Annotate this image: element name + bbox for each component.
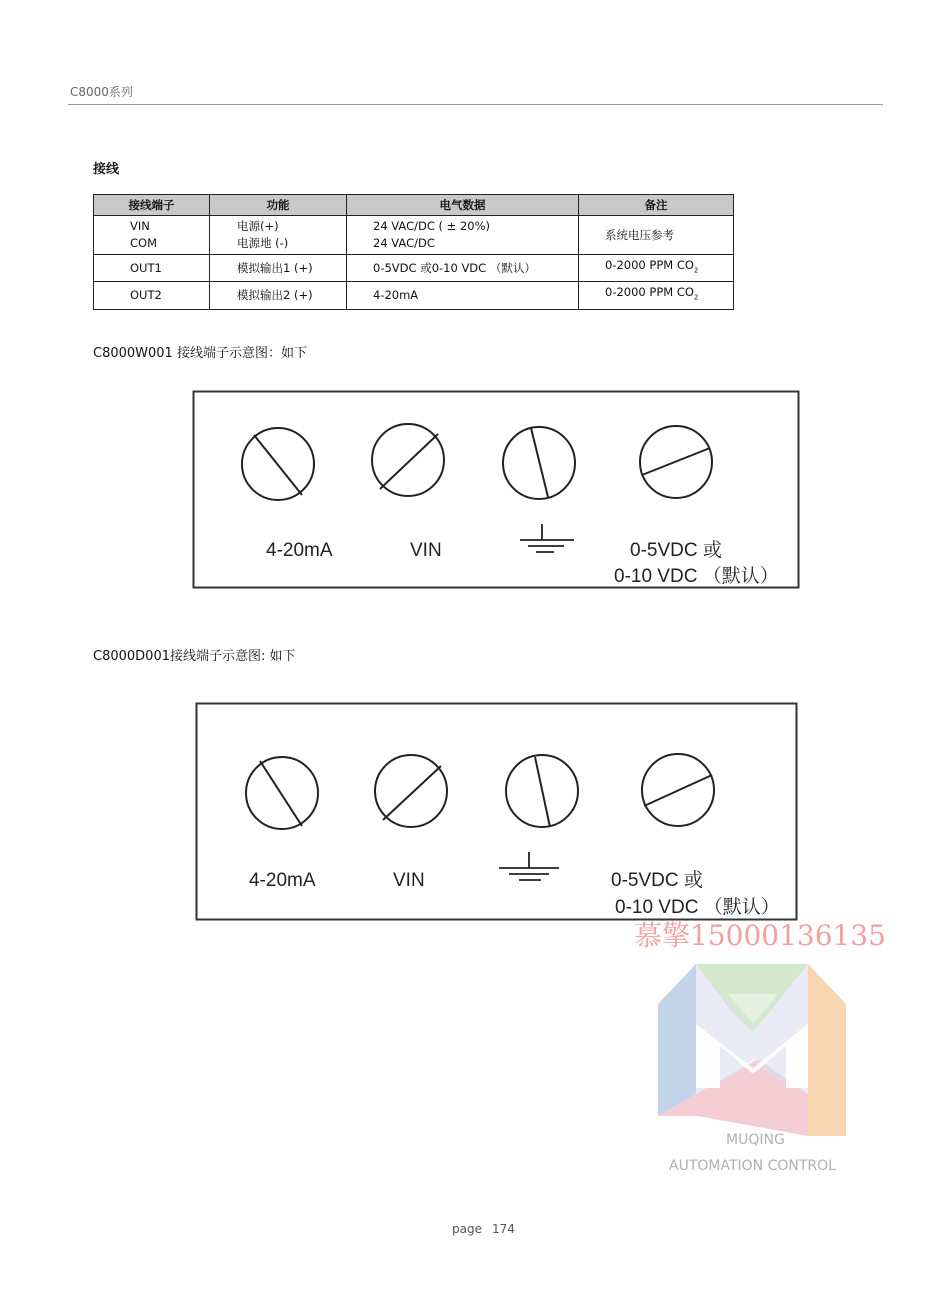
screw-terminal-voltage-icon <box>642 754 714 826</box>
page-number: 174 <box>491 1222 515 1236</box>
wiring-spec-table <box>93 194 734 310</box>
note-text: 0-2000 PPM CO <box>605 285 694 300</box>
table-cell-note <box>579 282 734 309</box>
note-text: 0-2000 PPM CO <box>605 258 694 272</box>
table-header-row <box>94 195 734 216</box>
terminal-label-4-20ma: 4-20mA <box>266 540 333 561</box>
table-cell-function: 模拟输出2 (+) <box>210 282 347 309</box>
diagram-d-title: C8000D001接线端子示意图: 如下 <box>93 649 296 664</box>
muqing-logo-icon <box>658 964 850 1144</box>
table-row <box>94 255 734 282</box>
terminal-label-vin: VIN <box>393 870 425 891</box>
screw-terminal-vin-icon <box>375 755 447 827</box>
section-title: 接线 <box>93 162 120 177</box>
table-cell-terminal: OUT2 <box>94 282 210 309</box>
watermark-company-subtitle: AUTOMATION CONTROL <box>669 1158 836 1174</box>
ground-symbol-icon <box>520 524 574 552</box>
page-label: page <box>452 1222 482 1236</box>
note-subscript: 2 <box>693 266 699 275</box>
terminal-com: COM <box>130 236 158 250</box>
function-power-plus: 电源(+) <box>237 219 279 233</box>
terminal-label-0-5vdc: 0-5VDC 或 <box>611 870 703 891</box>
screw-terminal-voltage-icon <box>640 426 712 498</box>
terminal-label-vin: VIN <box>410 540 442 561</box>
table-header-terminal: 接线端子 <box>94 195 210 216</box>
screw-terminal-ground-icon <box>503 427 575 499</box>
table-header-function: 功能 <box>210 195 347 216</box>
function-power-ground: 电源地 (-) <box>237 236 289 250</box>
page-footer <box>452 1222 515 1236</box>
table-cell-electrical: 4-20mA <box>347 282 579 309</box>
table-row <box>94 282 734 309</box>
screw-terminal-4-20ma-icon <box>246 757 318 829</box>
watermark-company-name: MUQING <box>726 1132 785 1148</box>
table-cell-electrical <box>347 216 579 255</box>
table-cell-note: 系统电压参考 <box>579 216 734 255</box>
table-header-note: 备注 <box>579 195 734 216</box>
terminal-label-4-20ma: 4-20mA <box>249 870 316 891</box>
document-series-title: C8000系列 <box>70 85 133 99</box>
table-cell-terminal <box>94 216 210 255</box>
table-cell-electrical: 0-5VDC 或0-10 VDC （默认） <box>347 255 579 282</box>
table-cell-note <box>579 255 734 282</box>
header-divider <box>68 104 883 105</box>
table-cell-function: 模拟输出1 (+) <box>210 255 347 282</box>
terminal-label-0-5vdc: 0-5VDC 或 <box>630 540 722 561</box>
table-header-electrical: 电气数据 <box>347 195 579 216</box>
table-cell-terminal: OUT1 <box>94 255 210 282</box>
terminal-label-0-10vdc: 0-10 VDC （默认） <box>614 566 779 587</box>
screw-terminal-ground-icon <box>506 755 578 827</box>
screw-terminal-4-20ma-icon <box>242 428 314 500</box>
diagram-d-terminal-block <box>195 702 800 922</box>
watermark-phone: 慕擎15000136135 <box>634 919 886 952</box>
diagram-w-title: C8000W001 接线端子示意图：如下 <box>93 346 307 361</box>
electrical-com: 24 VAC/DC <box>373 236 435 250</box>
electrical-vin: 24 VAC/DC ( ± 20%) <box>373 219 491 233</box>
terminal-label-0-10vdc: 0-10 VDC （默认） <box>615 897 780 918</box>
screw-terminal-vin-icon <box>372 424 444 496</box>
diagram-w-terminal-block <box>192 390 802 590</box>
table-row <box>94 216 734 255</box>
table-cell-function <box>210 216 347 255</box>
terminal-vin: VIN <box>130 219 150 233</box>
ground-symbol-icon <box>499 852 559 880</box>
note-subscript: 2 <box>693 293 699 302</box>
